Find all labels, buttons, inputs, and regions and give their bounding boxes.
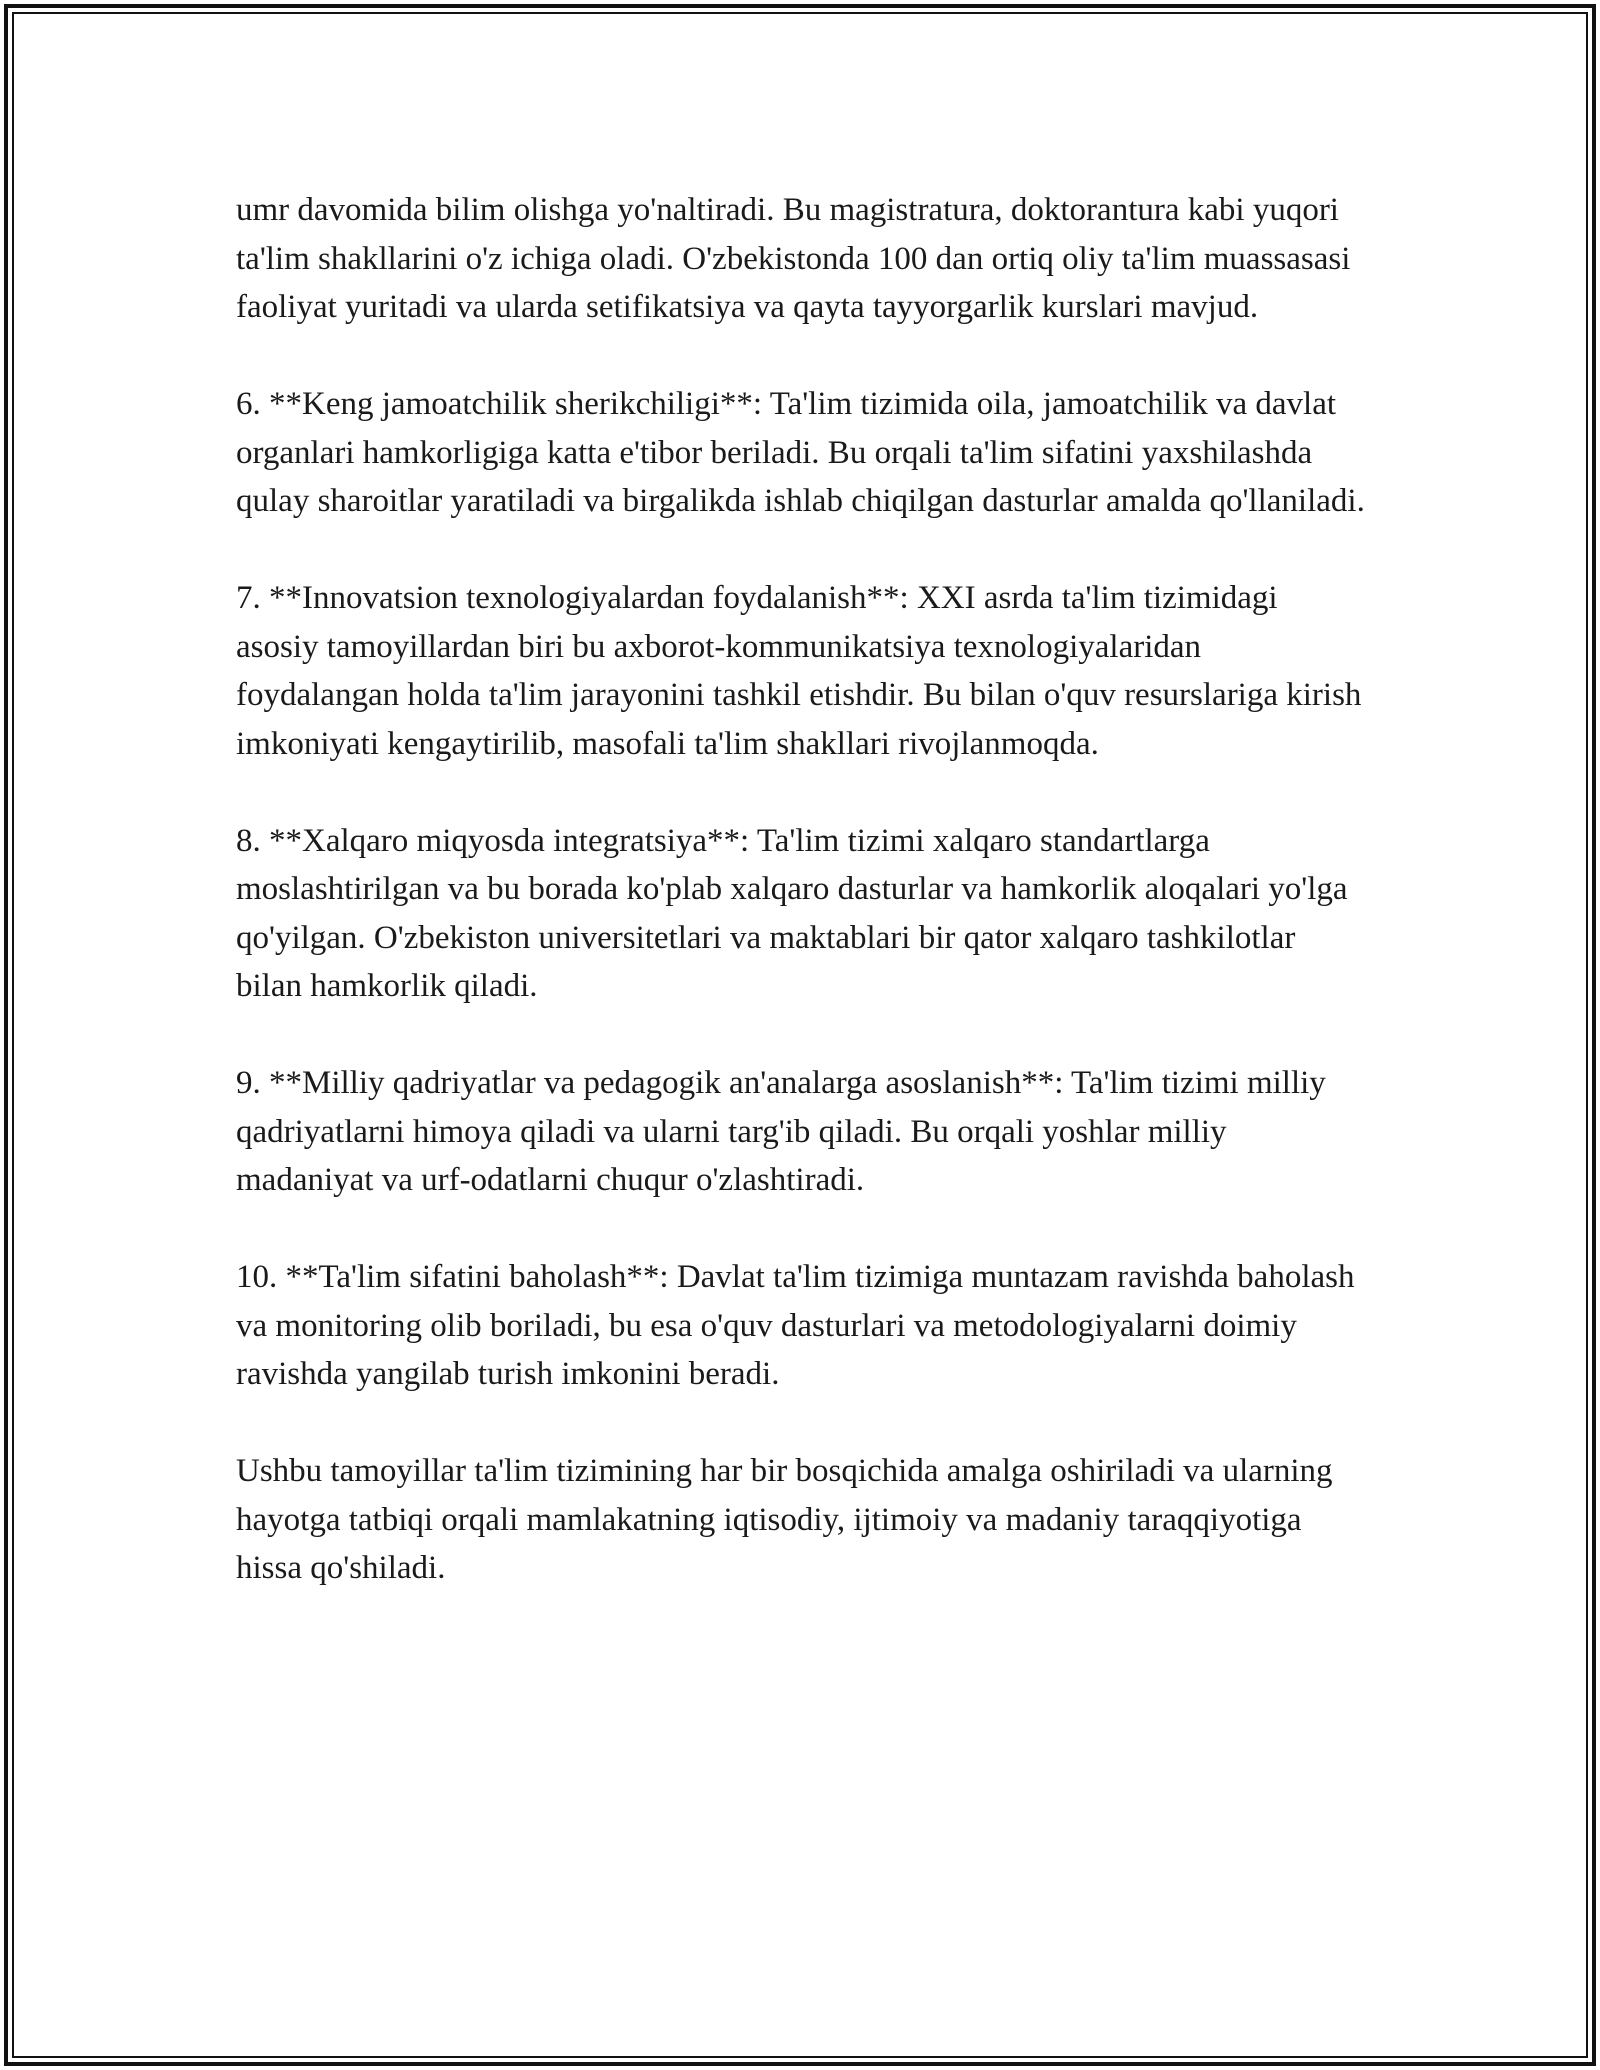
paragraph-item-9: 9. **Milliy qadriyatlar va pedagogik an'analarga asoslanish**: Ta'lim tizimi milliy qadriyatlarni himoya qiladi va ularni targ'ib qiladi. Bu orqali yoshlar milliy madaniyat va urf-odatlarni chuqur o'zlashtiradi. <box>236 1065 1326 1198</box>
paragraph-continuation: umr davomida bilim olishga yo'naltiradi. Bu magistratura, doktorantura kabi yuqori ta'lim shakllarini o'z ichiga oladi. O'zbekistonda 100 dan ortiq oliy ta'lim muassasasi faoliyat yuritadi va ularda setifikatsiya va qayta tayyorgarlik kurslari mavjud. <box>236 192 1351 325</box>
paragraph-item-10: 10. **Ta'lim sifatini baholash**: Davlat ta'lim tizimiga muntazam ravishda baholash va monitoring olib boriladi, bu esa o'quv dasturlari va metodologiyalarni doimiy ravishda yangilab turish imkonini beradi. <box>236 1259 1355 1392</box>
document-body <box>236 186 1366 1593</box>
paragraph-item-8: 8. **Xalqaro miqyosda integratsiya**: Ta'lim tizimi xalqaro standartlarga moslashtirilgan va bu borada ko'plab xalqaro dasturlar va hamkorlik aloqalari yo'lga qo'yilgan. O'zbekiston universitetlari va maktablari bir qator xalqaro tashkilotlar bilan hamkorlik qiladi. <box>236 822 1348 1004</box>
paragraph-conclusion: Ushbu tamoyillar ta'lim tizimining har bir bosqichida amalga oshiriladi va ularning hayotga tatbiqi orqali mamlakatning iqtisodiy, ijtimoiy va madaniy taraqqiyotiga hissa qo'shiladi. <box>236 1453 1333 1586</box>
paragraph-item-7: 7. **Innovatsion texnologiyalardan foydalanish**: XXI asrda ta'lim tizimidagi asosiy tamoyillardan biri bu axborot-kommunikatsiya texnologiyalaridan foydalangan holda ta'lim jarayonini tashkil etishdir. Bu bilan o'quv resurslariga kirish imkoniyati kengaytirilib, masofali ta'lim shakllari rivojlanmoqda. <box>236 580 1362 762</box>
paragraph-item-6: 6. **Keng jamoatchilik sherikchiligi**: Ta'lim tizimida oila, jamoatchilik va davlat organlari hamkorligiga katta e'tibor beriladi. Bu orqali ta'lim sifatini yaxshilashda qulay sharoitlar yaratiladi va birgalikda ishlab chiqilgan dasturlar amalda qo'llaniladi. <box>236 386 1365 519</box>
